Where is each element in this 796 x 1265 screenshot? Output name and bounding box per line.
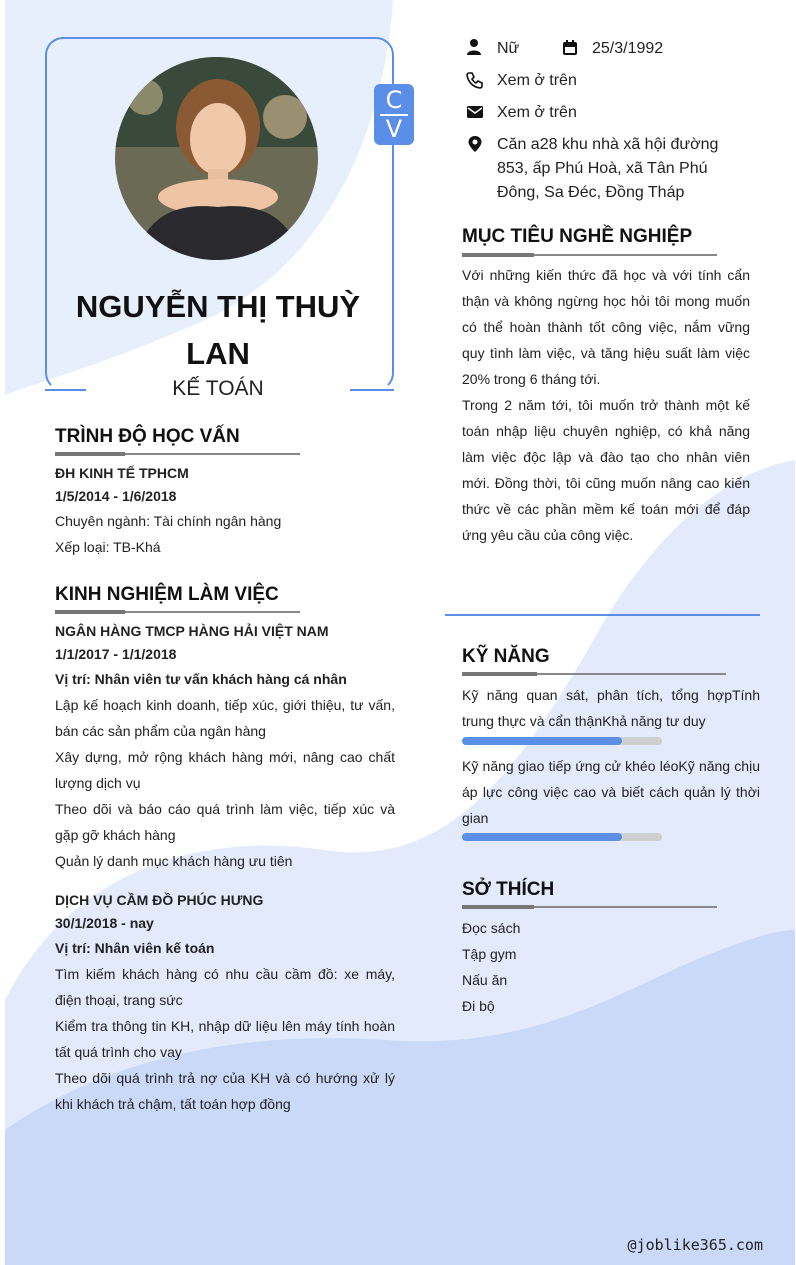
watermark: @joblike365.com — [627, 1236, 763, 1254]
experience-rule — [55, 611, 300, 613]
mail-icon — [466, 103, 484, 121]
avatar — [115, 57, 318, 260]
education-rule — [55, 453, 300, 455]
section-divider — [445, 614, 760, 616]
skill-label: Kỹ năng quan sát, phân tích, tổng hợpTính trung thực và cẩn thậnKhả năng tư duy — [462, 687, 760, 729]
job-company: DỊCH VỤ CẦM ĐỒ PHÚC HƯNG — [55, 892, 264, 908]
skills-title: KỸ NĂNG — [462, 646, 550, 667]
objective-rule — [462, 254, 717, 256]
hobby-item: Nấu ăn — [462, 972, 508, 988]
job-duty: Theo dõi quá trình trả nợ của KH và có hướng xử lý khi khách trả chậm, tất toán hợp đồng — [55, 1070, 395, 1112]
skills-rule — [462, 673, 726, 675]
birthday-value: 25/3/1992 — [592, 40, 664, 57]
education-title: TRÌNH ĐỘ HỌC VẤN — [55, 426, 240, 447]
hobbies-title: SỞ THÍCH — [462, 879, 555, 900]
objective-title: MỤC TIÊU NGHỀ NGHIỆP — [462, 226, 693, 247]
email-value: Xem ở trên — [497, 104, 577, 121]
job-position: Vị trí: Nhân viên kế toán — [55, 940, 215, 956]
location-icon — [466, 135, 484, 153]
education-major: Chuyên ngành: Tài chính ngân hàng — [55, 513, 282, 529]
hobbies-rule — [462, 906, 717, 908]
candidate-role: KẾ TOÁN — [172, 377, 264, 400]
phone-value: Xem ở trên — [497, 72, 577, 89]
experience-title: KINH NGHIỆM LÀM VIỆC — [55, 584, 279, 605]
candidate-name: NGUYỄN THỊ THUỲ LAN — [75, 289, 361, 371]
education-grade: Xếp loại: TB-Khá — [55, 539, 161, 555]
address-value: Căn a28 khu nhà xã hội đường 853, ấp Phú Hoà, xã Tân Phú Đông, Sa Đéc, Đồng Tháp — [497, 136, 719, 201]
hobby-item: Đọc sách — [462, 920, 521, 936]
skill-bar — [462, 737, 662, 745]
cv-badge-top: C — [385, 86, 403, 114]
person-icon — [465, 38, 483, 56]
job-company: NGÂN HÀNG TMCP HÀNG HẢI VIỆT NAM — [55, 623, 329, 639]
phone-icon — [466, 71, 484, 89]
job-duty: Quản lý danh mục khách hàng ưu tiên — [55, 853, 293, 869]
cv-page — [5, 0, 795, 1265]
job-duty: Theo dõi và báo cáo quá trình làm việc, tiếp xúc và gặp gỡ khách hàng — [55, 801, 395, 843]
education-period: 1/5/2014 - 1/6/2018 — [55, 488, 177, 504]
hobby-item: Tập gym — [462, 946, 517, 962]
cv-badge-bottom: V — [385, 115, 403, 143]
skill-bar-fill — [462, 833, 622, 841]
job-duty: Tìm kiếm khách hàng có nhu cầu cầm đồ: xe máy, điện thoại, trang sức — [55, 966, 395, 1008]
skill-label: Kỹ năng giao tiếp ứng cử khéo léoKỹ năng chịu áp lực công việc cao và biết cách quản lý thời gian — [462, 758, 760, 826]
job-position: Vị trí: Nhân viên tư vấn khách hàng cá nhân — [55, 671, 347, 687]
calendar-icon — [561, 39, 579, 57]
job-period: 1/1/2017 - 1/1/2018 — [55, 646, 177, 662]
education-school: ĐH KINH TẾ TPHCM — [55, 465, 189, 481]
hobby-item: Đi bộ — [462, 998, 495, 1014]
job-duty: Kiểm tra thông tin KH, nhập dữ liệu lên máy tính hoàn tất quá trình cho vay — [55, 1018, 395, 1060]
objective-paragraph-1: Với những kiến thức đã học và với tính cẩn thận và không ngừng học hỏi tôi mong muốn có thể hoàn thành tốt công việc, nắm vững quy tình làm việc, và tăng hiệu suất làm việc 20% trong 6 tháng tới. — [462, 267, 750, 387]
job-duty: Lập kế hoạch kinh doanh, tiếp xúc, giới thiệu, tư vấn, bán các sản phẩm của ngân hàng — [55, 697, 395, 739]
skill-bar-fill — [462, 737, 622, 745]
cv-badge — [374, 84, 414, 145]
skill-bar — [462, 833, 662, 841]
objective-paragraph-2: Trong 2 năm tới, tôi muốn trở thành một kế toán nhập liệu chuyên nghiệp, có khả năng làm việc độc lập và đào tạo cho nhân viên mới. Đồng thời, tôi cũng muốn nâng cao kiến thức về các phần mềm kế toán mới để đáp ứng yêu cầu của công việc. — [462, 397, 750, 543]
job-period: 30/1/2018 - nay — [55, 915, 154, 931]
job-duty: Xây dựng, mở rộng khách hàng mới, nâng cao chất lượng dịch vụ — [55, 749, 395, 791]
gender-value: Nữ — [497, 40, 520, 57]
